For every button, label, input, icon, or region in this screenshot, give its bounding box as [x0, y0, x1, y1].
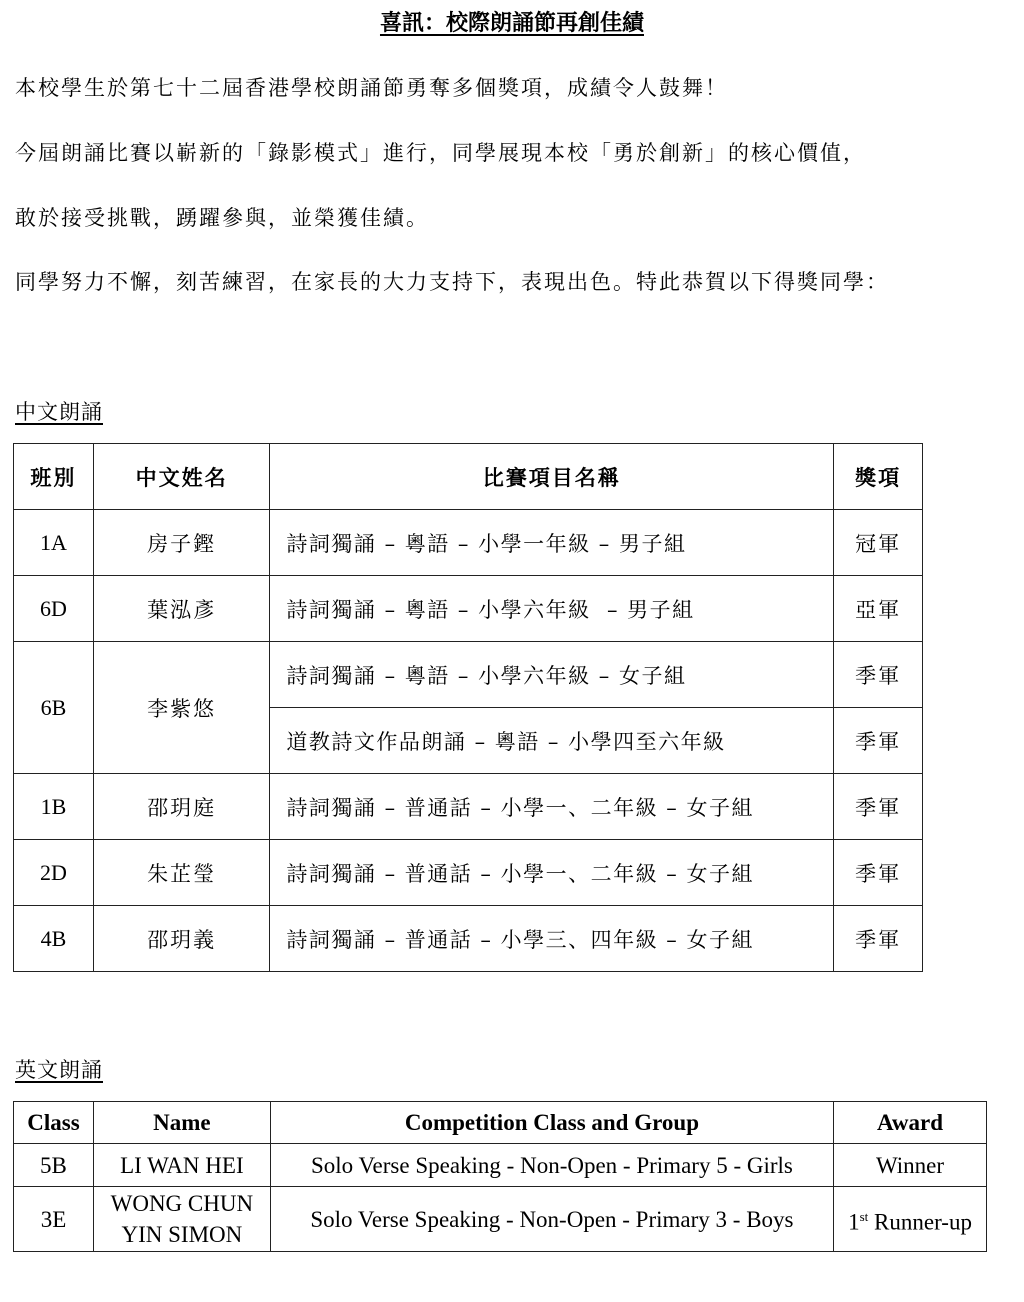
- table-row: [14, 906, 923, 972]
- award-text: Runner-up: [868, 1209, 972, 1235]
- header-name: 中文姓名: [93, 444, 270, 510]
- award-cell: 季軍: [834, 642, 923, 708]
- table-row: [14, 576, 923, 642]
- competition-cell: Solo Verse Speaking - Non-Open - Primary 3 - Boys: [270, 1187, 833, 1252]
- intro-paragraph-4: 同學努力不懈，刻苦練習，在家長的大力支持下，表現出色。特此恭賀以下得獎同學：: [15, 270, 889, 294]
- intro-paragraph-1: 本校學生於第七十二屆香港學校朗誦節勇奪多個獎項，成績令人鼓舞！: [15, 76, 728, 100]
- award-cell: 季軍: [834, 906, 923, 972]
- table-row: [14, 642, 923, 708]
- award-cell: 季軍: [834, 840, 923, 906]
- award-cell: 亞軍: [834, 576, 923, 642]
- header-class: Class: [14, 1102, 94, 1144]
- award-cell: 季軍: [834, 774, 923, 840]
- competition-cell: 詩詞獨誦 – 普通話 – 小學三、四年級 – 女子組: [270, 906, 834, 972]
- competition-cell: 詩詞獨誦 – 普通話 – 小學一、二年級 – 女子組: [270, 840, 834, 906]
- name-cell: 邵玥義: [93, 906, 270, 972]
- english-awards-table: [13, 1101, 987, 1252]
- name-cell: 邵玥庭: [93, 774, 270, 840]
- table-row: [14, 510, 923, 576]
- award-cell: 季軍: [834, 708, 923, 774]
- intro-paragraph-2: 今屆朗誦比賽以嶄新的「錄影模式」進行，同學展現本校「勇於創新」的核心價值，: [15, 141, 866, 165]
- name-cell: [93, 1187, 270, 1252]
- table-row: [14, 1144, 987, 1187]
- intro-paragraph-3: 敢於接受挑戰，踴躍參與，並榮獲佳績。: [15, 206, 429, 230]
- header-competition: Competition Class and Group: [270, 1102, 833, 1144]
- class-cell: 5B: [14, 1144, 94, 1187]
- name-cell: 李紫悠: [93, 642, 270, 774]
- class-cell: 6D: [14, 576, 94, 642]
- competition-cell: 詩詞獨誦 – 普通話 – 小學一、二年級 – 女子組: [270, 774, 834, 840]
- competition-cell: 詩詞獨誦 – 粵語 – 小學六年級 – 女子組: [270, 642, 834, 708]
- award-cell: 冠軍: [834, 510, 923, 576]
- competition-cell: Solo Verse Speaking - Non-Open - Primary 5 - Girls: [270, 1144, 833, 1187]
- name-line-1: WONG CHUN: [110, 1191, 254, 1216]
- award-cell: Winner: [834, 1144, 987, 1187]
- header-award: Award: [834, 1102, 987, 1144]
- name-cell: 朱芷瑩: [93, 840, 270, 906]
- name-line-2: YIN SIMON: [121, 1222, 243, 1247]
- header-name: Name: [93, 1102, 270, 1144]
- class-cell: 1B: [14, 774, 94, 840]
- chinese-awards-table: [13, 443, 923, 972]
- header-award: 獎項: [834, 444, 923, 510]
- header-class: 班別: [14, 444, 94, 510]
- name-cell: 葉泓彥: [93, 576, 270, 642]
- class-cell: 3E: [14, 1187, 94, 1252]
- table-row: [14, 840, 923, 906]
- page-title: 喜訊：校際朗誦節再創佳績: [379, 10, 644, 36]
- award-cell: [834, 1187, 987, 1252]
- header-competition: 比賽項目名稱: [270, 444, 834, 510]
- name-cell: LI WAN HEI: [93, 1144, 270, 1187]
- class-cell: 2D: [14, 840, 94, 906]
- table-header-row: [14, 1102, 987, 1144]
- chinese-section-heading: 中文朗誦: [15, 400, 103, 424]
- english-section-heading: 英文朗誦: [15, 1058, 103, 1082]
- name-cell: 房子鏗: [93, 510, 270, 576]
- table-row: [14, 774, 923, 840]
- competition-cell: 詩詞獨誦 – 粵語 – 小學一年級 – 男子組: [270, 510, 834, 576]
- class-cell: 4B: [14, 906, 94, 972]
- competition-cell: 道教詩文作品朗誦 – 粵語 – 小學四至六年級: [270, 708, 834, 774]
- competition-cell: 詩詞獨誦 – 粵語 – 小學六年級 – 男子組: [270, 576, 834, 642]
- class-cell: 1A: [14, 510, 94, 576]
- award-ordinal-suffix: st: [859, 1208, 869, 1224]
- award-number: 1: [848, 1209, 860, 1235]
- table-header-row: [14, 444, 923, 510]
- class-cell: 6B: [14, 642, 94, 774]
- table-row: [14, 1187, 987, 1252]
